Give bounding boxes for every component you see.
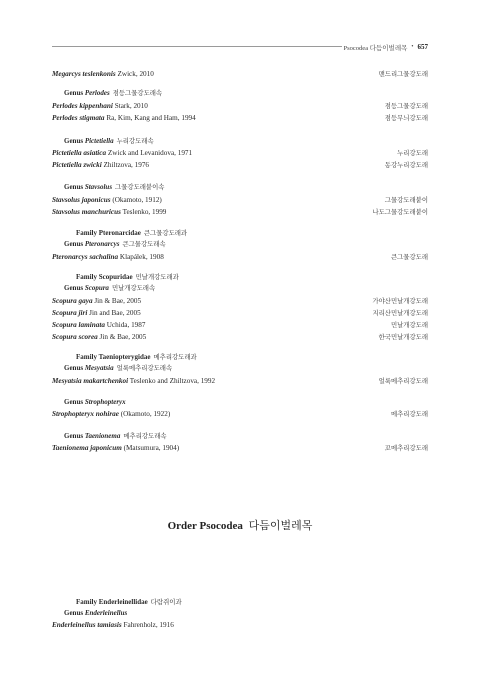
korean-common-name: 한국민날개강도래 xyxy=(378,333,428,341)
species-name: Taenionema japonicum xyxy=(52,444,122,452)
species-author: Jin and Bae, 2005 xyxy=(89,309,141,317)
genus-korean-name: 누리강도래속 xyxy=(116,137,154,145)
korean-common-name: 점등그물강도래 xyxy=(384,102,428,110)
species-name: Pictetiella zwicki xyxy=(52,161,102,169)
family-korean-name: 다람쥐이과 xyxy=(150,598,182,606)
species-name: Perlodes stigmata xyxy=(52,114,105,122)
species-author: (Okamoto, 1922) xyxy=(120,410,171,418)
species-entry xyxy=(52,252,428,262)
species-author: Jin & Bae, 2005 xyxy=(99,333,147,341)
species-entry xyxy=(52,160,428,170)
species-author: Teslenko, 1999 xyxy=(122,208,167,216)
korean-common-name: 꼬메추리강도래 xyxy=(384,444,428,452)
species-entry xyxy=(52,148,428,158)
species-entry xyxy=(52,308,428,318)
family-label: Family xyxy=(76,598,97,606)
genus-name: Perlodes xyxy=(84,89,110,97)
korean-common-name: 맨드리그물강도래 xyxy=(378,70,428,78)
family-korean-name: 메추리강도래과 xyxy=(153,353,197,361)
order-heading xyxy=(0,517,480,533)
genus-heading xyxy=(64,608,130,618)
genus-korean-name: 민날개강도래속 xyxy=(111,284,156,292)
species-entry xyxy=(52,332,428,342)
family-korean-name: 큰그물강도래과 xyxy=(143,229,188,237)
genus-name: Scopura xyxy=(84,284,109,292)
species-name: Mesyatsia makartchenkoi xyxy=(52,377,129,385)
species-entry xyxy=(52,101,428,111)
family-heading xyxy=(76,597,182,607)
page-number: 657 xyxy=(417,43,428,51)
species-name: Megarcys teslenkonis xyxy=(52,70,116,78)
korean-common-name: 그물강도래붙이 xyxy=(384,196,428,204)
family-heading xyxy=(76,228,187,238)
genus-heading xyxy=(64,88,162,98)
korean-common-name: 나도그물강도래붙이 xyxy=(372,208,428,216)
species-author: Zwick and Levanidova, 1971 xyxy=(107,149,193,157)
korean-common-name: 큰그물강도래 xyxy=(390,253,428,261)
species-author: Fahrenholz, 1916 xyxy=(123,621,174,629)
genus-name: Strophopteryx xyxy=(84,398,126,406)
species-entry xyxy=(52,620,428,630)
genus-label: Genus xyxy=(64,609,84,617)
genus-korean-name: 얼룩메추리강도래속 xyxy=(116,364,173,372)
family-label: Family xyxy=(76,353,97,361)
species-entry xyxy=(52,296,428,306)
genus-heading xyxy=(64,182,164,192)
genus-label: Genus xyxy=(64,284,84,292)
korean-common-name: 누리강도래 xyxy=(397,149,428,157)
genus-label: Genus xyxy=(64,398,84,406)
korean-common-name: 얼룩메추리강도래 xyxy=(378,377,428,385)
korean-common-name: 민날개강도래 xyxy=(390,321,428,329)
family-label: Family xyxy=(76,273,97,281)
genus-name: Stavsolus xyxy=(84,183,113,191)
species-entry xyxy=(52,409,428,419)
family-name: Scopuridae xyxy=(98,273,133,281)
genus-heading xyxy=(64,239,166,249)
korean-common-name: 지리산민날개강도래 xyxy=(372,309,428,317)
species-author: Klapálek, 1908 xyxy=(119,253,164,261)
species-name: Scopura gaya xyxy=(52,297,93,305)
species-entry xyxy=(52,320,428,330)
genus-label: Genus xyxy=(64,89,84,97)
order-korean-name: 다듬이벌레목 xyxy=(248,519,313,532)
species-name: Stavsolus japonicus xyxy=(52,196,111,204)
species-author: Stark, 2010 xyxy=(114,102,148,110)
species-entry xyxy=(52,376,428,386)
genus-heading xyxy=(64,397,129,407)
order-name: Psocodea xyxy=(199,520,243,532)
species-author: Jin & Bae, 2005 xyxy=(94,297,142,305)
species-author: Teslenko and Zhiltzova, 1992 xyxy=(129,377,216,385)
genus-label: Genus xyxy=(64,432,84,440)
genus-korean-name: 점등그물강도래속 xyxy=(112,89,163,97)
running-head-title: Psocodea 다듬이벌레목 xyxy=(343,44,408,52)
species-author: (Okamoto, 1912) xyxy=(112,196,162,204)
family-heading xyxy=(76,272,179,282)
family-name: Pteronarcidae xyxy=(98,229,141,237)
family-korean-name: 민날개강도래과 xyxy=(135,273,179,281)
species-name: Strophopteryx nohirae xyxy=(52,410,119,418)
species-name: Scopura jiri xyxy=(52,309,88,317)
order-label: Order xyxy=(167,520,197,532)
species-entry xyxy=(52,113,428,123)
species-entry xyxy=(52,207,428,217)
genus-label: Genus xyxy=(64,364,84,372)
genus-name: Pictetiella xyxy=(84,137,114,145)
species-entry xyxy=(52,443,428,453)
species-name: Pictetiella asiatica xyxy=(52,149,107,157)
genus-korean-name: 큰그물강도래속 xyxy=(122,240,166,248)
species-entry xyxy=(52,69,428,79)
species-name: Perlodes kippenhani xyxy=(52,102,113,110)
species-author: Uchida, 1987 xyxy=(106,321,146,329)
species-name: Scopura laminata xyxy=(52,321,105,329)
genus-label: Genus xyxy=(64,240,84,248)
korean-common-name: 점등무늬강도래 xyxy=(384,114,428,122)
korean-common-name: 동강누리강도래 xyxy=(384,161,428,169)
genus-name: Pteronarcys xyxy=(84,240,120,248)
species-name: Pteronarcys sachalina xyxy=(52,253,119,261)
genus-label: Genus xyxy=(64,183,84,191)
genus-heading xyxy=(64,136,154,146)
genus-heading xyxy=(64,283,155,293)
genus-name: Taenionema xyxy=(84,432,121,440)
genus-name: Mesyatsia xyxy=(84,364,114,372)
genus-label: Genus xyxy=(64,137,84,145)
species-name: Stavsolus manchuricus xyxy=(52,208,121,216)
species-author: Ra, Kim, Kang and Ham, 1994 xyxy=(106,114,196,122)
genus-korean-name: 메추리강도래속 xyxy=(123,432,167,440)
genus-korean-name: 그물강도래붙이속 xyxy=(115,183,165,191)
species-author: Zwick, 2010 xyxy=(117,70,154,78)
korean-common-name: 가야산민날개강도래 xyxy=(372,297,428,305)
running-head-separator: • xyxy=(411,44,414,50)
header-rule xyxy=(52,46,342,47)
species-author: (Matsumura, 1904) xyxy=(123,444,180,452)
genus-name: Enderleinellus xyxy=(84,609,128,617)
running-head xyxy=(344,41,428,53)
family-name: Enderleinellidae xyxy=(98,598,148,606)
family-name: Taeniopterygidae xyxy=(98,353,151,361)
species-entry xyxy=(52,195,428,205)
family-heading xyxy=(76,352,197,362)
species-name: Scopura scorea xyxy=(52,333,98,341)
genus-heading xyxy=(64,363,172,373)
korean-common-name: 메추리강도래 xyxy=(390,410,428,418)
species-name: Enderleinellus tamiasis xyxy=(52,621,122,629)
genus-heading xyxy=(64,431,167,441)
family-label: Family xyxy=(76,229,97,237)
species-author: Zhiltzova, 1976 xyxy=(103,161,150,169)
